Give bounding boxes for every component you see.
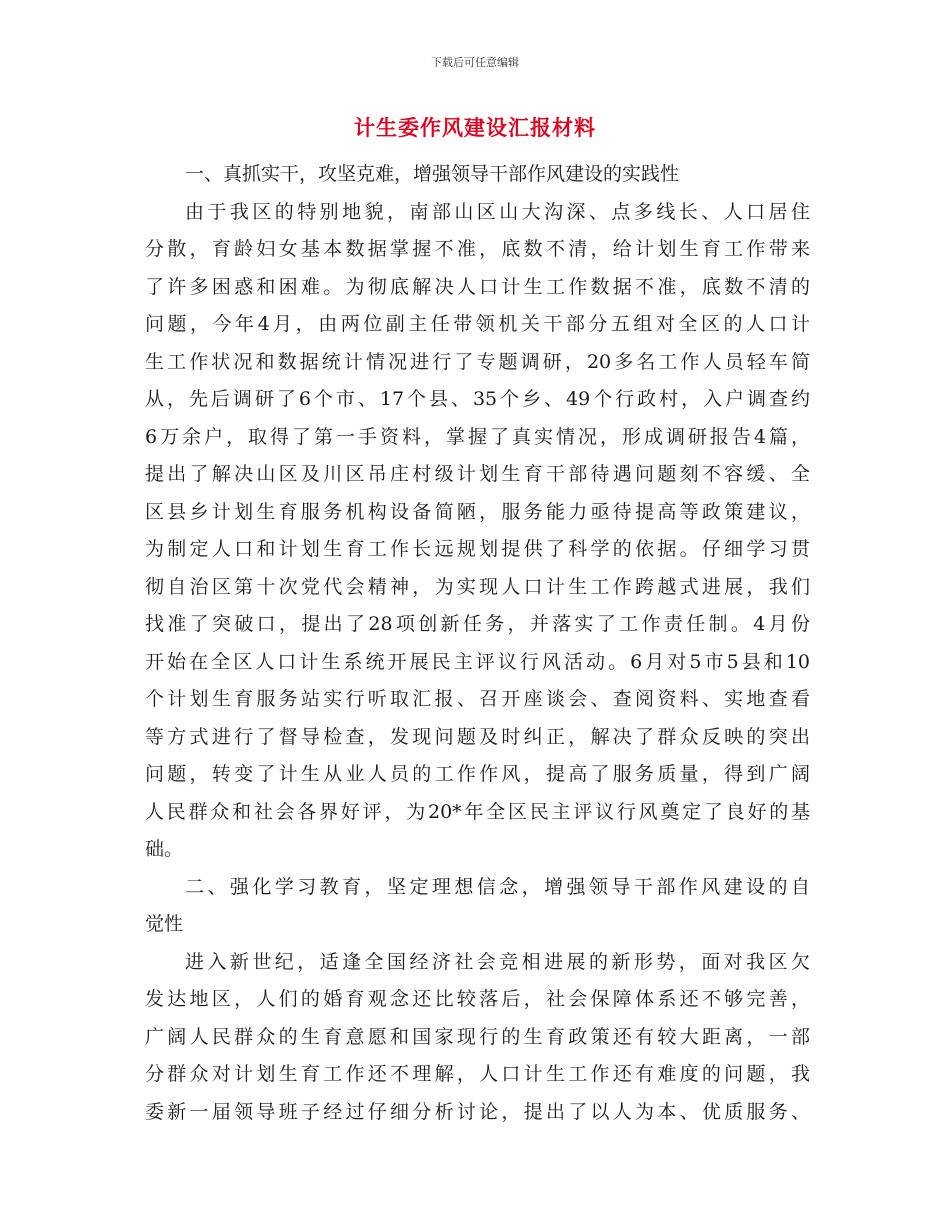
paragraph-line: 础。 xyxy=(145,838,184,860)
document-title: 计生委作风建设汇报材料 xyxy=(354,116,596,140)
header-note: 下载后可任意编辑 xyxy=(431,56,519,69)
paragraph-line: 生工作状况和数据统计情况进行了专题调研，20多名工作人员轻车简 xyxy=(145,350,810,373)
section-heading-2: 二、强化学习教育，坚定理想信念，增强领导干部作风建设的自 xyxy=(185,875,810,898)
paragraph-line: 等方式进行了督导检查，发现问题及时纠正，解决了群众反映的突出 xyxy=(145,725,810,748)
paragraph-line: 为制定人口和计划生育工作长远规划提供了科学的依据。仔细学习贯 xyxy=(145,538,810,560)
paragraph-line: 彻自治区第十次党代会精神，为实现人口计生工作跨越式进展，我们 xyxy=(145,575,810,598)
document-body xyxy=(145,156,810,1131)
paragraph-line: 问题，今年4月，由两位副主任带领机关干部分五组对全区的人口计 xyxy=(145,313,810,335)
paragraph-line: 发达地区，人们的婚育观念还比较落后，社会保障体系还不够完善， xyxy=(145,988,810,1010)
paragraph-line: 个计划生育服务站实行听取汇报、召开座谈会、查阅资料、实地查看 xyxy=(145,688,810,710)
paragraph-line: 分散，育龄妇女基本数据掌握不准，底数不清，给计划生育工作带来 xyxy=(145,238,810,260)
section-heading-1: 一、真抓实干，攻坚克难，增强领导干部作风建设的实践性 xyxy=(185,163,680,185)
paragraph-line: 分群众对计划生育工作还不理解，人口计生工作还有难度的问题，我 xyxy=(145,1063,810,1085)
paragraph-line: 开始在全区人口计生系统开展民主评议行风活动。6月对5市5县和10 xyxy=(145,650,810,673)
paragraph-line: 广阔人民群众的生育意愿和国家现行的生育政策还有较大距离，一部 xyxy=(145,1025,810,1048)
paragraph-line: 问题，转变了计生从业人员的工作作风，提高了服务质量，得到广阔 xyxy=(145,763,810,785)
section-heading-2-cont: 觉性 xyxy=(145,913,184,935)
paragraph-line: 委新一届领导班子经过仔细分析讨论，提出了以人为本、优质服务、 xyxy=(145,1100,810,1123)
paragraph-line: 从，先后调研了6个市、17个县、35个乡、49个行政村，入户调查约 xyxy=(145,388,810,410)
paragraph-line: 6万余户，取得了第一手资料，掌握了真实情况，形成调研报告4篇， xyxy=(145,425,810,448)
paragraph-line: 人民群众和社会各界好评，为20*年全区民主评议行风奠定了良好的基 xyxy=(145,800,810,823)
paragraph-line: 区县乡计划生育服务机构设备简陋，服务能力亟待提高等政策建议， xyxy=(145,500,810,523)
paragraph-line: 提出了解决山区及川区吊庄村级计划生育干部待遇问题刻不容缓、全 xyxy=(145,463,810,485)
paragraph-line: 找准了突破口，提出了28项创新任务，并落实了工作责任制。4月份 xyxy=(145,613,810,635)
paragraph-line: 进入新世纪，适逢全国经济社会竞相进展的新形势，面对我区欠 xyxy=(185,950,810,973)
paragraph-line: 了许多困惑和困难。为彻底解决人口计生工作数据不准，底数不清的 xyxy=(145,275,810,298)
paragraph-line: 由于我区的特别地貌，南部山区山大沟深、点多线长、人口居住 xyxy=(185,200,810,223)
